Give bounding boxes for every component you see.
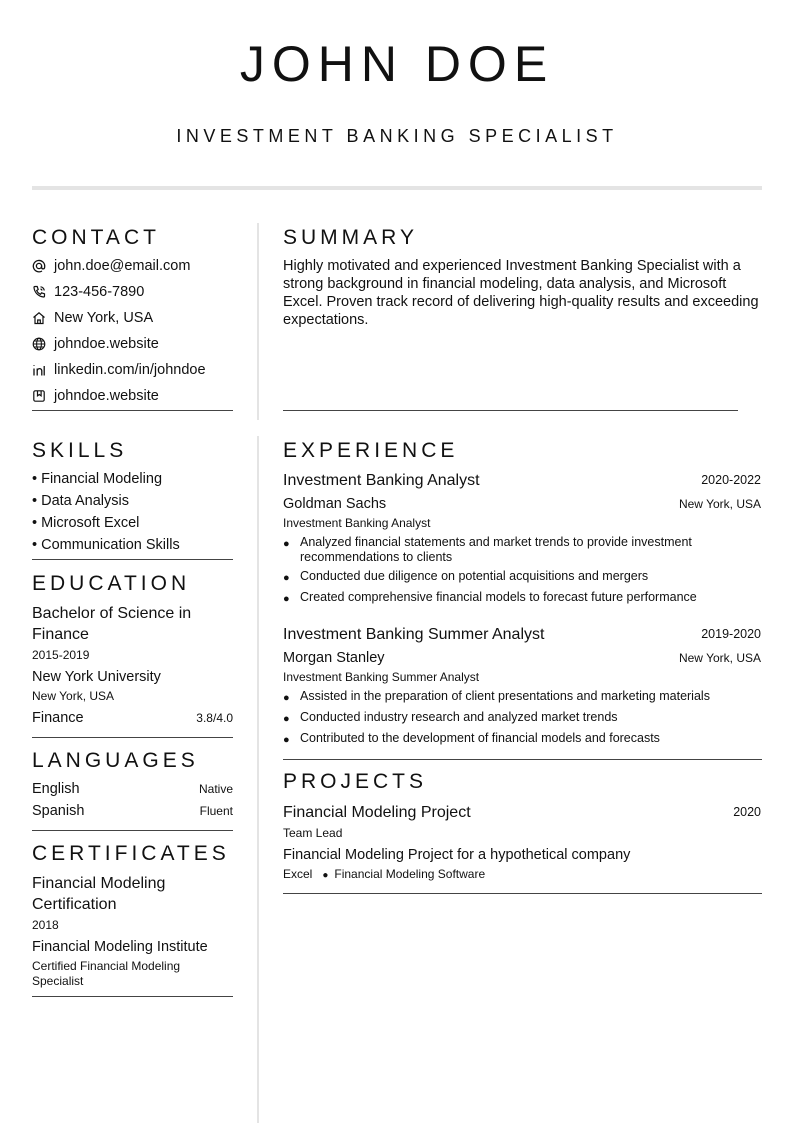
column-divider-bottom [257, 436, 259, 1123]
candidate-name: JOHN DOE [239, 36, 555, 92]
education-divider [32, 737, 233, 738]
contact-section-title: CONTACT [32, 226, 160, 249]
education-dates: 2015-2019 [32, 648, 90, 662]
job-dates: 2019-2020 [701, 627, 761, 641]
contact-phone[interactable] [32, 282, 144, 302]
contact-email[interactable] [32, 256, 190, 276]
skill-item: • Financial Modeling [32, 471, 163, 487]
contact-portfolio-text: johndoe.website [54, 388, 159, 404]
project-tags: Excel ● Financial Modeling Software [283, 867, 486, 881]
job-bullet: ● Created comprehensive financial models to forecast future performance [283, 590, 697, 605]
education-degree: Bachelor of Science in Finance [32, 605, 192, 643]
language-level: Native [198, 782, 233, 796]
job-company: Morgan Stanley [283, 650, 385, 666]
experience-divider [283, 759, 762, 760]
job-bullet: ● Contributed to the development of financial models and forecasts [283, 731, 660, 746]
project-description: Financial Modeling Project for a hypothetical company [283, 847, 631, 863]
home-icon [32, 311, 46, 325]
education-gpa: 3.8/4.0 [196, 711, 233, 725]
contact-portfolio[interactable] [32, 386, 159, 406]
contact-divider [32, 410, 233, 411]
project-tag: Financial Modeling Software [334, 867, 486, 881]
job-subtitle: Investment Banking Analyst [283, 516, 431, 530]
job-company: Goldman Sachs [283, 496, 387, 512]
projects-divider [283, 893, 762, 894]
education-section-title: EDUCATION [32, 572, 191, 595]
projects-section-title: PROJECTS [283, 770, 428, 793]
certificates-divider [32, 996, 233, 997]
certificate-year: 2018 [32, 918, 59, 932]
header-divider [32, 186, 762, 190]
project-role: Team Lead [283, 826, 343, 840]
column-divider-top [257, 223, 259, 420]
summary-divider [283, 410, 738, 411]
project-name: Financial Modeling Project [283, 804, 471, 821]
skill-item: • Data Analysis [32, 493, 129, 509]
job-bullet: ● Conducted due diligence on potential acquisitions and mergers [283, 569, 649, 584]
skills-section-title: SKILLS [32, 439, 128, 462]
contact-website-text: johndoe.website [54, 336, 159, 352]
certificate-description: Certified Financial Modeling Specialist [32, 959, 181, 988]
summary-section-title: SUMMARY [283, 226, 418, 249]
skill-item: • Microsoft Excel [32, 515, 140, 531]
job-subtitle: Investment Banking Summer Analyst [283, 670, 480, 684]
skills-divider [32, 559, 233, 560]
job-role: Investment Banking Analyst [283, 472, 480, 489]
summary-text: Highly motivated and experienced Investment Banking Specialist with a strong background in financial modeling, data analysis, and Microsoft Excel. Proven track record of delivering high-quality results and exceeding expectations. [283, 258, 759, 328]
job-dates: 2020-2022 [701, 473, 761, 487]
phone-icon [32, 285, 46, 299]
contact-linkedin[interactable] [32, 360, 206, 380]
job-location: New York, USA [678, 651, 761, 665]
language-level: Fluent [199, 804, 233, 818]
project-year: 2020 [733, 805, 761, 819]
contact-website[interactable] [32, 334, 159, 354]
bookmark-icon [32, 389, 46, 403]
contact-linkedin-text: linkedin.com/in/johndoe [54, 362, 206, 378]
education-location: New York, USA [32, 689, 115, 703]
language-name: English [32, 781, 80, 797]
languages-divider [32, 830, 233, 831]
job-bullet: ● Assisted in the preparation of client presentations and marketing materials [283, 689, 710, 704]
certificates-section-title: CERTIFICATES [32, 842, 230, 865]
linkedin-icon [32, 363, 46, 377]
globe-icon [32, 337, 46, 351]
education-school: New York University [32, 669, 161, 685]
languages-section-title: LANGUAGES [32, 749, 199, 772]
job-bullet: ● Analyzed financial statements and market trends to provide investment recommendations to clients [283, 535, 692, 564]
project-tag: Excel [283, 867, 313, 881]
job-bullet: ● Conducted industry research and analyzed market trends [283, 710, 618, 725]
certificate-issuer: Financial Modeling Institute [32, 939, 208, 955]
experience-section-title: EXPERIENCE [283, 439, 459, 462]
contact-location [32, 308, 153, 328]
certificate-name: Financial Modeling Certification [32, 875, 166, 913]
skill-item: • Communication Skills [32, 537, 180, 553]
job-role: Investment Banking Summer Analyst [283, 626, 545, 643]
contact-location-text: New York, USA [54, 310, 154, 326]
contact-email-text: john.doe@email.com [54, 258, 191, 274]
at-icon [32, 259, 46, 273]
candidate-headline: INVESTMENT BANKING SPECIALIST [176, 126, 618, 146]
contact-phone-text: 123-456-7890 [54, 284, 145, 300]
job-location: New York, USA [678, 497, 761, 511]
education-field: Finance [32, 710, 84, 726]
language-name: Spanish [32, 803, 85, 819]
